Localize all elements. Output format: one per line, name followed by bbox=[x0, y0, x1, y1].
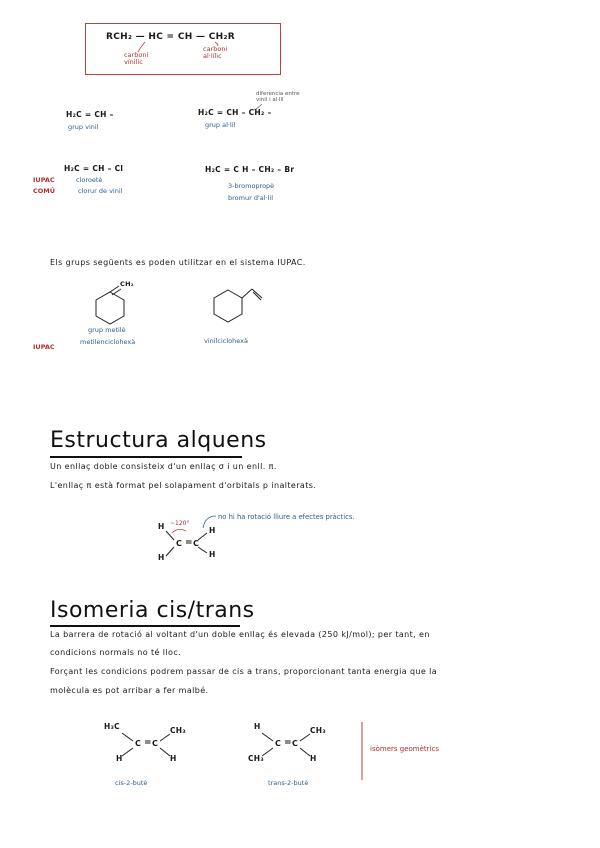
label-iupac: IUPAC bbox=[33, 176, 55, 184]
iupac-sentence: Els grups següents es poden utilitzar en el sistema IUPAC. bbox=[50, 258, 306, 267]
cis-ch3: CH₃ bbox=[170, 726, 186, 735]
label-allylic-carbon: carboni al·lílic bbox=[203, 45, 228, 60]
section-title-isomeria: Isomeria cis/trans bbox=[50, 598, 255, 623]
ring2-iupac-name: vinilciclohexà bbox=[204, 337, 248, 345]
rotation-note: no hi ha rotació lliure a efectes pràctics. bbox=[218, 513, 355, 521]
structure-line-2: L'enllaç π està format pel solapament d'orbitals p inalterats. bbox=[50, 481, 317, 490]
allyl-bromide-iupac: 3-bromopropè bbox=[228, 182, 275, 190]
trans-ch3-right: CH₃ bbox=[310, 726, 326, 735]
ring1-iupac-name: metilenciclohexà bbox=[80, 338, 136, 346]
isomeria-line-3: Forçant les condicions podrem passar de cis a trans, proporcionant tanta energia que la bbox=[50, 667, 438, 676]
ethene-h3: H bbox=[209, 526, 216, 535]
allyl-bromide-formula: H₂C = C H – CH₂ – Br bbox=[205, 165, 295, 174]
label-iupac-rings: IUPAC bbox=[33, 343, 55, 351]
allyl-name: grup al·lil bbox=[205, 121, 236, 129]
bond-angle: ~120° bbox=[170, 520, 190, 527]
cis-h3c: H₃C bbox=[104, 722, 120, 731]
vinyl-formula: H₂C = CH – bbox=[66, 110, 114, 119]
label-common: COMÚ bbox=[33, 187, 56, 195]
vinyl-chloride-formula: H₂C = CH – Cl bbox=[64, 164, 124, 173]
ring1-group-name: grup metilè bbox=[88, 326, 126, 334]
allyl-bromide-common: bromur d'al·lil bbox=[228, 194, 274, 202]
ethene-h1: H bbox=[158, 522, 165, 531]
ethene-c2: C bbox=[193, 539, 200, 548]
vinyl-name: grup vinil bbox=[68, 123, 99, 131]
isomeria-line-4: molècula es pot arribar a fer malbé. bbox=[50, 686, 209, 695]
section-title-structure: Estructura alquens bbox=[50, 428, 267, 453]
cis-h-left: H bbox=[116, 754, 123, 763]
trans-h-right: H bbox=[310, 754, 317, 763]
trans-ch3-left: CH₃ bbox=[248, 754, 264, 763]
allyl-formula: H₂C = CH – CH₂ – bbox=[198, 108, 272, 117]
isomeria-line-1: La barrera de rotació al voltant d'un doble enllaç és elevada (250 kJ/mol); per tant, en bbox=[50, 630, 430, 639]
ethene-h2: H bbox=[158, 553, 165, 562]
cis-c1: C bbox=[135, 739, 142, 748]
structure-line-1: Un enllaç doble consisteix d'un enllaç σ i un enll. π. bbox=[50, 462, 277, 471]
trans-double-bond: = bbox=[284, 738, 292, 748]
ring1-substituent: CH₂ bbox=[120, 280, 134, 288]
trans-c2: C bbox=[292, 739, 299, 748]
trans-h-left: H bbox=[254, 722, 261, 731]
allyl-note: diferència entre vinil i al·lil bbox=[256, 91, 300, 103]
isomeria-line-2: condicions normals no té lloc. bbox=[50, 648, 182, 657]
cis-double-bond: = bbox=[144, 738, 152, 748]
trans-c1: C bbox=[275, 739, 282, 748]
top-formula: RCH₂ — HC = CH — CH₂R bbox=[106, 32, 235, 42]
vinyl-chloride-iupac: cloroetè bbox=[76, 176, 103, 184]
trans-name: trans-2-butè bbox=[268, 779, 309, 787]
label-vinylic-carbon: carboni vínilic bbox=[124, 51, 149, 66]
ethene-double-bond: = bbox=[185, 538, 193, 548]
cis-h-right: H bbox=[170, 754, 177, 763]
ethene-c1: C bbox=[176, 539, 183, 548]
cis-c2: C bbox=[152, 739, 159, 748]
vinyl-chloride-common: clorur de vinil bbox=[78, 187, 123, 195]
isomers-label: isòmers geomètrics bbox=[370, 745, 439, 753]
cis-name: cis-2-butè bbox=[115, 779, 148, 787]
ethene-h4: H bbox=[209, 550, 216, 559]
